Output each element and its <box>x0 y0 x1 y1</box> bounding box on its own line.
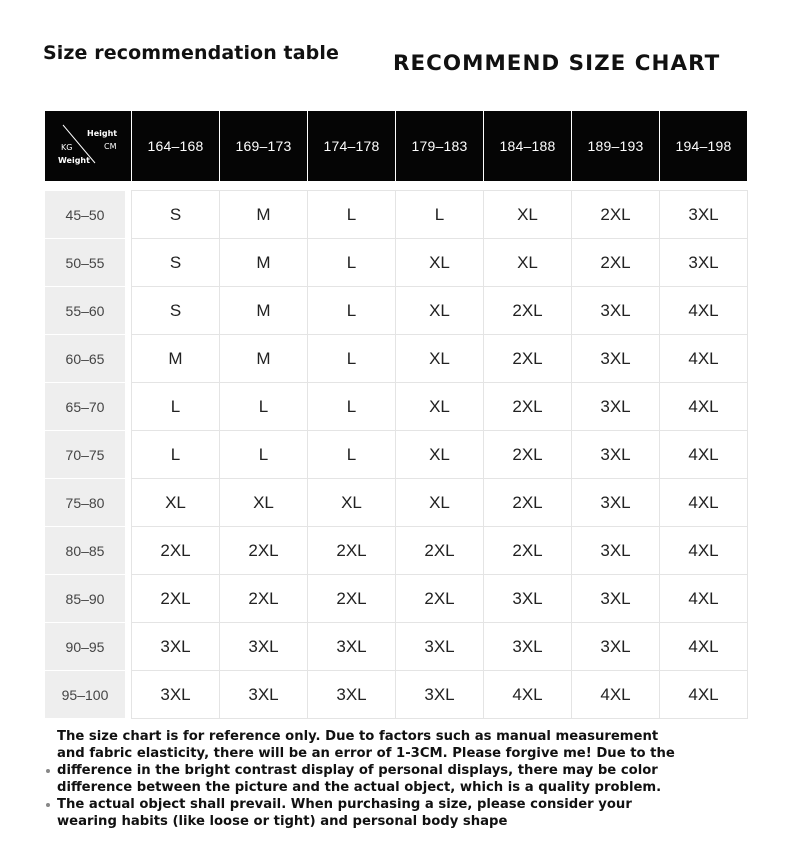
size-cell: 4XL <box>484 671 571 718</box>
weight-range-cell: 60–65 <box>45 335 125 382</box>
size-cell: XL <box>220 479 307 526</box>
size-cell: 2XL <box>132 527 219 574</box>
weight-range-cell: 75–80 <box>45 479 125 526</box>
weight-range-cell: 70–75 <box>45 431 125 478</box>
size-cell: L <box>132 383 219 430</box>
note-line: difference between the picture and the actual object, which is a quality problem. <box>57 780 662 795</box>
note-text: difference in the bright contrast display of personal displays, there may be color <box>57 763 658 778</box>
size-cell: 3XL <box>572 527 659 574</box>
page-title: Size recommendation table <box>43 42 339 64</box>
size-cell: XL <box>484 239 571 286</box>
height-label: Height <box>87 129 118 138</box>
size-cell: 2XL <box>572 191 659 238</box>
note-line <box>57 762 757 779</box>
size-cell: M <box>132 335 219 382</box>
size-cell: 3XL <box>220 623 307 670</box>
size-cell: M <box>220 335 307 382</box>
size-cell: 4XL <box>660 479 747 526</box>
size-cell: L <box>220 383 307 430</box>
size-cell: 3XL <box>132 623 219 670</box>
size-cell: L <box>220 431 307 478</box>
weight-range-cell: 50–55 <box>45 239 125 286</box>
size-cell: 3XL <box>396 671 483 718</box>
size-cell: 2XL <box>484 287 571 334</box>
weight-range-cell: 80–85 <box>45 527 125 574</box>
cm-label: CM <box>104 142 117 151</box>
size-cell: 3XL <box>572 383 659 430</box>
size-cell: L <box>132 431 219 478</box>
bullet-dot-icon <box>46 803 50 807</box>
note-text: The actual object shall prevail. When purchasing a size, please consider your <box>57 797 632 812</box>
size-cell: 2XL <box>220 575 307 622</box>
size-cell: M <box>220 239 307 286</box>
note-line <box>57 796 757 813</box>
size-cell: 4XL <box>660 431 747 478</box>
size-cell: S <box>132 287 219 334</box>
size-cell: L <box>396 191 483 238</box>
size-cell: S <box>132 191 219 238</box>
size-cell: 3XL <box>220 671 307 718</box>
size-cell: XL <box>396 335 483 382</box>
size-cell: XL <box>484 191 571 238</box>
size-cell: 2XL <box>484 383 571 430</box>
size-cell: 4XL <box>572 671 659 718</box>
note-line: wearing habits (like loose or tight) and personal body shape <box>57 814 508 829</box>
size-cell: 3XL <box>660 239 747 286</box>
weight-range-cell: 90–95 <box>45 623 125 670</box>
size-cell: 4XL <box>660 623 747 670</box>
size-table <box>45 111 748 718</box>
size-cell: 2XL <box>484 431 571 478</box>
size-cell: L <box>308 191 395 238</box>
size-cell: 3XL <box>484 575 571 622</box>
note-line: and fabric elasticity, there will be an error of 1-3CM. Please forgive me! Due to the <box>57 746 675 761</box>
height-header-cell: 179–183 <box>396 111 483 181</box>
table-header-row <box>45 111 748 181</box>
size-cell: 2XL <box>396 575 483 622</box>
size-cell: 3XL <box>572 575 659 622</box>
size-cell: 3XL <box>132 671 219 718</box>
size-cell: 2XL <box>484 527 571 574</box>
diagonal-divider-icon <box>45 111 131 181</box>
disclaimer-notes <box>57 728 757 830</box>
size-cell: XL <box>396 383 483 430</box>
size-cell: 3XL <box>308 623 395 670</box>
height-header-cell: 169–173 <box>220 111 307 181</box>
table-body <box>45 191 748 718</box>
size-cell: XL <box>396 431 483 478</box>
size-cell: 3XL <box>572 287 659 334</box>
size-cell: 2XL <box>484 335 571 382</box>
weight-range-cell: 85–90 <box>45 575 125 622</box>
corner-header-cell <box>45 111 131 181</box>
size-cell: L <box>308 383 395 430</box>
size-cell: 3XL <box>572 431 659 478</box>
size-cell: 2XL <box>308 575 395 622</box>
size-cell: S <box>132 239 219 286</box>
size-cell: 2XL <box>396 527 483 574</box>
size-cell: 2XL <box>132 575 219 622</box>
height-header-cell: 164–168 <box>132 111 219 181</box>
size-cell: 3XL <box>396 623 483 670</box>
height-header-cell: 184–188 <box>484 111 571 181</box>
size-cell: 4XL <box>660 335 747 382</box>
size-cell: XL <box>308 479 395 526</box>
weight-range-cell: 65–70 <box>45 383 125 430</box>
size-cell: 4XL <box>660 527 747 574</box>
height-header-cell: 194–198 <box>660 111 747 181</box>
weight-range-cell: 45–50 <box>45 191 125 238</box>
size-cell: 3XL <box>660 191 747 238</box>
weight-range-cell: 95–100 <box>45 671 125 718</box>
size-cell: XL <box>396 239 483 286</box>
size-cell: L <box>308 431 395 478</box>
size-cell: 3XL <box>484 623 571 670</box>
size-cell: 3XL <box>308 671 395 718</box>
size-cell: 3XL <box>572 623 659 670</box>
note-line: The size chart is for reference only. Due to factors such as manual measurement <box>57 729 659 744</box>
size-cell: L <box>308 287 395 334</box>
size-cell: 2XL <box>308 527 395 574</box>
size-cell: 3XL <box>572 335 659 382</box>
chart-heading: RECOMMEND SIZE CHART <box>393 51 721 75</box>
height-header-cell: 174–178 <box>308 111 395 181</box>
size-cell: L <box>308 239 395 286</box>
size-cell: 4XL <box>660 575 747 622</box>
size-cell: XL <box>396 287 483 334</box>
size-cell: 4XL <box>660 671 747 718</box>
height-header-cell: 189–193 <box>572 111 659 181</box>
size-cell: XL <box>132 479 219 526</box>
size-cell: 3XL <box>572 479 659 526</box>
bullet-dot-icon <box>46 769 50 773</box>
weight-range-cell: 55–60 <box>45 287 125 334</box>
size-cell: 4XL <box>660 287 747 334</box>
kg-label: KG <box>61 143 73 152</box>
size-cell: M <box>220 287 307 334</box>
weight-label: Weight <box>58 156 90 165</box>
size-cell: M <box>220 191 307 238</box>
size-cell: XL <box>396 479 483 526</box>
size-cell: 2XL <box>484 479 571 526</box>
size-cell: 2XL <box>572 239 659 286</box>
size-cell: 2XL <box>220 527 307 574</box>
size-cell: L <box>308 335 395 382</box>
size-cell: 4XL <box>660 383 747 430</box>
